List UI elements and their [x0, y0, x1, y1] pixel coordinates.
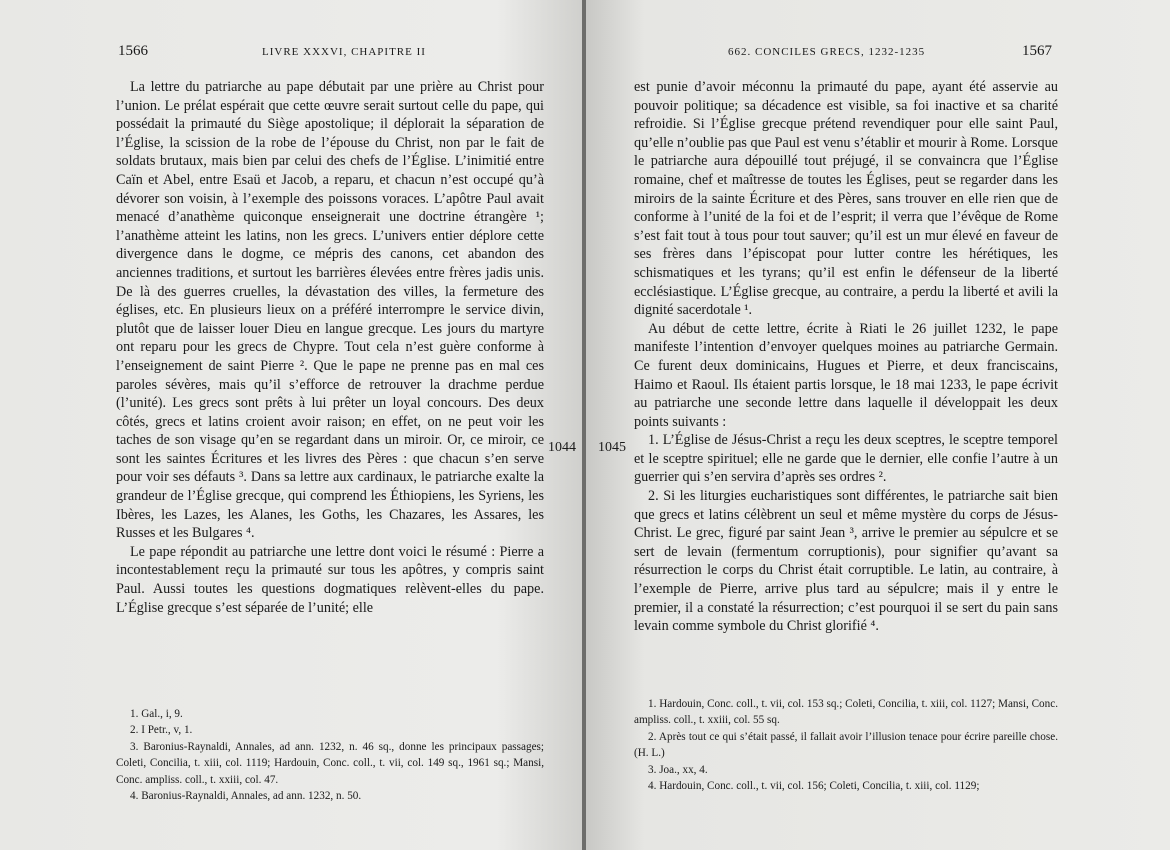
footnote: 3. Joa., xx, 4. [648, 763, 708, 776]
left-margin-number: 1044 [548, 440, 576, 455]
right-body-text [634, 78, 1058, 636]
footnote: 4. Hardouin, Conc. coll., t. vii, col. 156; Coleti, Concilia, t. xiii, col. 1129; [648, 780, 980, 793]
right-paragraph: est punie d’avoir méconnu la primauté du pape, ayant été asservie au pouvoir politique; sa décadence est visible, sa foi inactive et sa charité refroidie. Si l’Église grecque prétend revendiquer pour elle saint Paul, qu’elle n’oublie pas que Paul est venu s’établir et mourir à Rome. Lorsque le patriarche aura dépouillé tout préjugé, il se convaincra que l’Église romaine, chef et maîtresse de toutes les Églises, peut se regarder dans les miroirs de la sainte Écriture et des Pères, sans trouver en elle rien que de conforme à l’unité de la foi et de l’esprit; il verra que l’évêque de Rome s’est fait tout à tous pour tout sauver; qu’il est un mur élevé en faveur de ses frères dans l’épiscopat pour lutter contre les hérétiques, les schismatiques et les tyrans; qu’il est enfin le défenseur de la liberté ecclésiastique. L’Église grecque, au contraire, a perdu la liberté et avili la dignité sacerdotale ¹. [634, 79, 1058, 319]
left-paragraph: La lettre du patriarche au pape débutait par une prière au Christ pour l’union. Le prélat espérait que cette œuvre serait surtout celle du pape, qui possédait la primauté du Siège apostolique; il déplorait la séparation de l’Église, la scission de la robe de l’épouse du Christ, non par le fait de soldats brutaux, mais bien par celui des chefs de l’Église. L’inimitié entre Caïn et Abel, entre Esaü et Jacob, a reparu, et chacun n’est occupé qu’à dévorer son voisin, à l’exemple des poissons voraces. L’apôtre Paul avait menacé d’anathème quiconque enseignerait une doctrine étrangère ¹; l’anathème atteint les latins, non les grecs. L’univers entier déplore cette divergence dans le dogme, ce mépris des canons, cet abandon des anciennes traditions, et surtout les barrières élevées entre frères jadis unis. De là des guerres cruelles, la dévastation des villes, la fermeture des églises, etc. En plusieurs lieux on a préféré interrompre le service divin, plutôt que de laisser louer Dieu en langue grecque. Les jours du martyre ont reparu pour les grecs de Chypre. Tout cela n’est guère conforme à l’enseignement de saint Pierre ². Que le pape ne prenne pas en mal ces paroles sévères, mais qu’il s’efforce de retrouver la drachme perdue (l’unité). Les grecs sont prêts à lui prêter un loyal concours. Des deux côtés, grecs et latins croient avoir raison; en effet, on ne peut voir les taches de son visage qu’en se regardant dans un miroir. Or, ce miroir, ce sont les saintes Écritures et les livres des Pères : que chacun s’en serve pour voir ses défauts ³. Dans sa lettre aux cardinaux, le patriarche exalte la grandeur de l’Église grecque, qui comprend les Éthiopiens, les Syriens, les Ibères, les Lazes, les Alanes, les Goths, les Chazares, les Assares, les Russes et les Bulgares ⁴. [116, 79, 544, 542]
footnote: 1. Hardouin, Conc. coll., t. vii, col. 153 sq.; Coleti, Concilia, t. xiii, col. 1127; Mansi, Conc. ampliss. coll., t. xxiii, col. 55 sq. [634, 698, 1058, 727]
left-body-text [116, 78, 544, 617]
left-paragraph: Le pape répondit au patriarche une lettre dont voici le résumé : Pierre a incontestablement reçu la primauté sur tous les apôtres, y compris saint Paul. Aussi toutes les questions dogmatiques relèvent-elles du pape. L’Église grecque s’est séparée de l’unité; elle [116, 543, 544, 616]
footnote: 1. Gal., i, 9. [130, 708, 183, 720]
right-margin-number: 1045 [598, 440, 626, 455]
left-footnotes [116, 706, 544, 804]
right-header [658, 43, 1070, 68]
right-page-number: 1567 [1022, 43, 1052, 59]
right-footnotes [634, 696, 1058, 794]
right-paragraph: 1. L’Église de Jésus-Christ a reçu les deux sceptres, le sceptre temporel et le sceptre spirituel; elle ne garde que le dernier, elle confie l’autre à un guerrier qui s’en servira d’après ses ordres ². [634, 432, 1058, 486]
right-paragraph: Au début de cette lettre, écrite à Riati le 26 juillet 1232, le pape manifeste l’intention d’envoyer quelques moines au patriarche Germain. Ce furent deux dominicains, Hugues et Pierre, et deux franciscains, Haimo et Raoul. Ils étaient partis lorsque, le 18 mai 1233, le pape écrivit au patriarche une seconde lettre dans laquelle il développait les deux points suivants : [634, 320, 1058, 430]
right-paragraph: 2. Si les liturgies eucharistiques sont différentes, le patriarche sait bien que grecs et latins célèbrent un seul et même mystère du corps de Jésus-Christ. Le grec, figuré par saint Jean ³, arrive le premier au sépulcre et se sert de levain (fermentum corruptionis), pour signifier qu’avant sa résurrection le corps du Christ était corruptible. Le latin, au contraire, à l’exemple de Pierre, arrive plus tard au sépulcre; mais il y entre le premier, il a constaté la résurrection; c’est pourquoi il se sert du pain sans levain comme symbole du Christ glorifié ⁴. [634, 488, 1058, 635]
left-page-number: 1566 [118, 43, 148, 59]
footnote: 3. Baronius-Raynaldi, Annales, ad ann. 1232, n. 46 sq., donne les principaux passages; Coleti, Concilia, t. xiii, col. 1119; Hardouin, Conc. coll., t. vii, col. 149 sq., 1961 sq.; Mansi, Conc. ampliss. coll., t. xxiii, col. 47. [116, 740, 544, 786]
footnote: 2. I Petr., v, 1. [130, 724, 193, 737]
right-page [586, 0, 1170, 850]
left-header [118, 43, 548, 68]
footnote: 2. Après tout ce qui s’était passé, il fallait avoir l’illusion tenace pour écrire pareille chose. (H. L.) [634, 730, 1058, 760]
left-running-head: LIVRE XXXVI, CHAPITRE II [262, 46, 426, 58]
left-page [0, 0, 584, 850]
footnote: 4. Baronius-Raynaldi, Annales, ad ann. 1232, n. 50. [130, 790, 362, 803]
right-running-head: 662. CONCILES GRECS, 1232-1235 [728, 46, 926, 58]
